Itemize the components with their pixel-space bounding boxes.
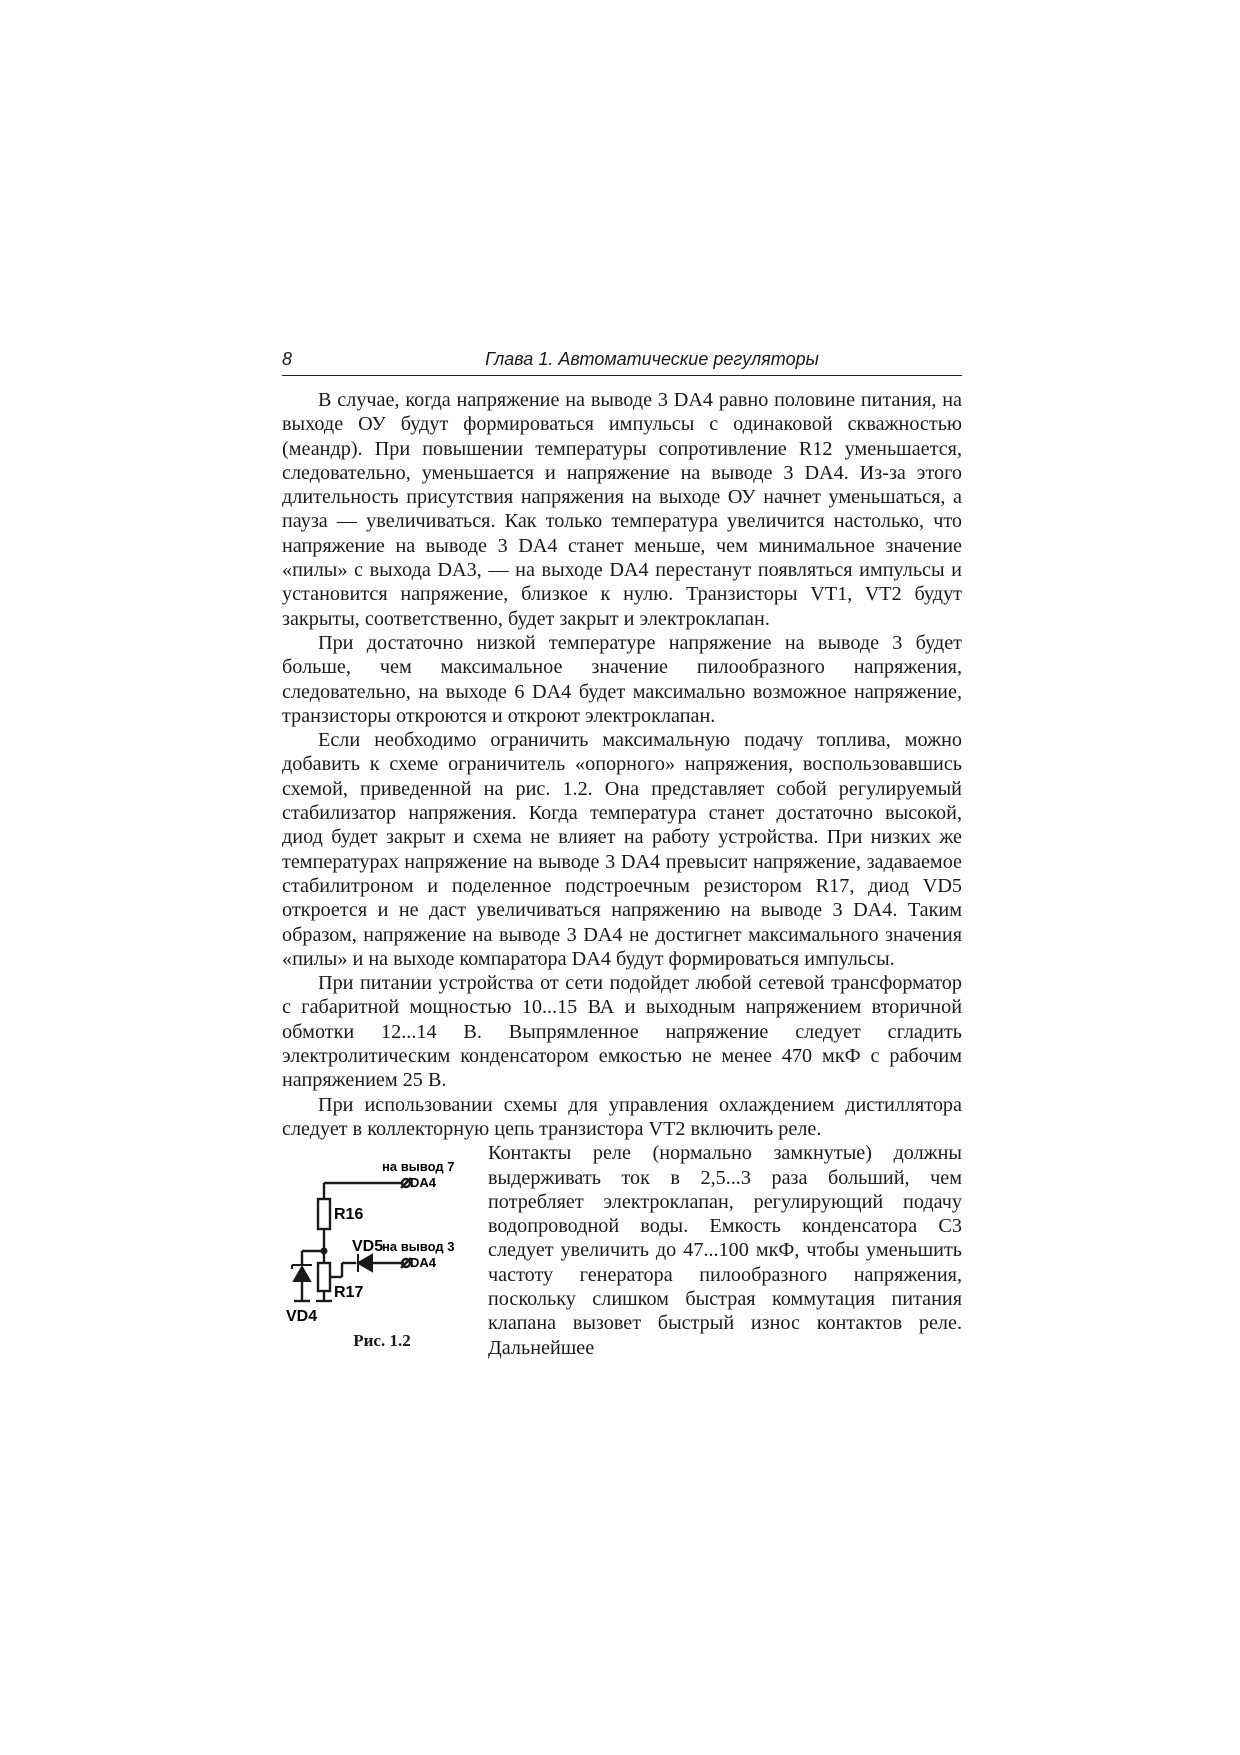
circuit-diagram (282, 1141, 482, 1331)
body-text (282, 388, 962, 1360)
junction-dot (322, 1249, 327, 1254)
label-pin7-top: на вывод 7 (382, 1159, 455, 1175)
running-head (282, 345, 962, 376)
diode-vd4 (294, 1267, 310, 1281)
figure-block (282, 1141, 962, 1360)
book-page (282, 345, 962, 1360)
resistor-r16 (318, 1199, 330, 1229)
label-r16: R16 (334, 1206, 364, 1224)
label-vd4: VD4 (286, 1308, 318, 1326)
chapter-title: Глава 1. Автоматические регуляторы (485, 349, 819, 369)
paragraph: При достаточно низкой температуре напряжение на выводе 3 будет больше, чем максимальное значение пилообразного напряжения, следовательно, на выходе 6 DA4 будет максимально возможное напряжение, транзисторы откроются и откроют электроклапан. (282, 631, 962, 727)
label-r17: R17 (334, 1284, 364, 1302)
page-number: 8 (282, 349, 293, 369)
paragraph: Если необходимо ограничить максимальную подачу топлива, можно добавить к схеме ограничитель «опорного» напряжения, воспользовавшись схемой, приведенной на рис. 1.2. Она представляет собой регулируемый стабилизатор напряжения. Когда температура станет достаточно высокой, диод будет закрыт и схема не влияет на работу устройства. При низких же температурах напряжение на выводе 3 DA4 превысит напряжение, задаваемое стабилитроном и поделенное подстроечным резистором R17, диод VD5 откроется и не даст увеличиваться напряжению на выводе 3 DA4. Таким образом, напряжение на выводе 3 DA4 не достигнет максимального значения «пилы» и на выходе компаратора DA4 будут формироваться импульсы. (282, 729, 962, 970)
label-pin7-bottom: DA4 (410, 1175, 437, 1191)
label-pin3-top: на вывод 3 (382, 1239, 455, 1255)
paragraph: При питании устройства от сети подойдет любой сетевой трансформатор с габаритной мощностью 10...15 ВА и выходным напряжением вторичной обмотки 12...14 В. Выпрямленное напряжение следует сгладить электролитическим конденсатором емкостью не менее 470 мкФ с рабочим напряжением 25 В. (282, 972, 962, 1092)
resistor-r17 (318, 1263, 330, 1291)
label-pin3-bottom: DA4 (410, 1255, 437, 1271)
figure-caption: Рис. 1.2 (353, 1331, 411, 1351)
paragraph-wrapped: Контакты реле (нормально замкнутые) должны выдерживать ток в 2,5...3 раза больший, чем потребляет электроклапан, регулирующий подачу водопроводной воды. Емкость конденсатора С3 следует увеличить до 47...100 мкФ, чтобы уменьшить частоту генератора пилообразного напряжения, поскольку слишком быстрая коммутация питания клапана вызовет быстрый износ контактов реле. Дальнейшее (488, 1142, 962, 1359)
diode-vd5 (358, 1255, 372, 1271)
paragraph: При использовании схемы для управления охлаждением дистиллятора следует в коллекторную цепь транзистора VT2 включить реле. (282, 1093, 962, 1140)
paragraph: В случае, когда напряжение на выводе 3 DA4 равно половине питания, на выходе ОУ будут формироваться импульсы с одинаковой скважностью (меандр). При повышении температуры сопротивление R12 уменьшается, следовательно, уменьшается и напряжение на выводе 3 DA4. Из-за этого длительность присутствия напряжения на выходе ОУ начнет уменьшаться, а пауза — увеличиваться. Как только температура увеличится настолько, что напряжение на выводе 3 DA4 станет меньше, чем минимальное значение «пилы» с выхода DA3, — на выходе DA4 перестанут появляться импульсы и установится напряжение, близкое к нулю. Транзисторы VT1, VT2 будут закрыты, соответственно, будет закрыт и электроклапан. (282, 389, 962, 630)
figure-1-2 (282, 1141, 482, 1356)
label-vd5: VD5 (352, 1238, 384, 1256)
